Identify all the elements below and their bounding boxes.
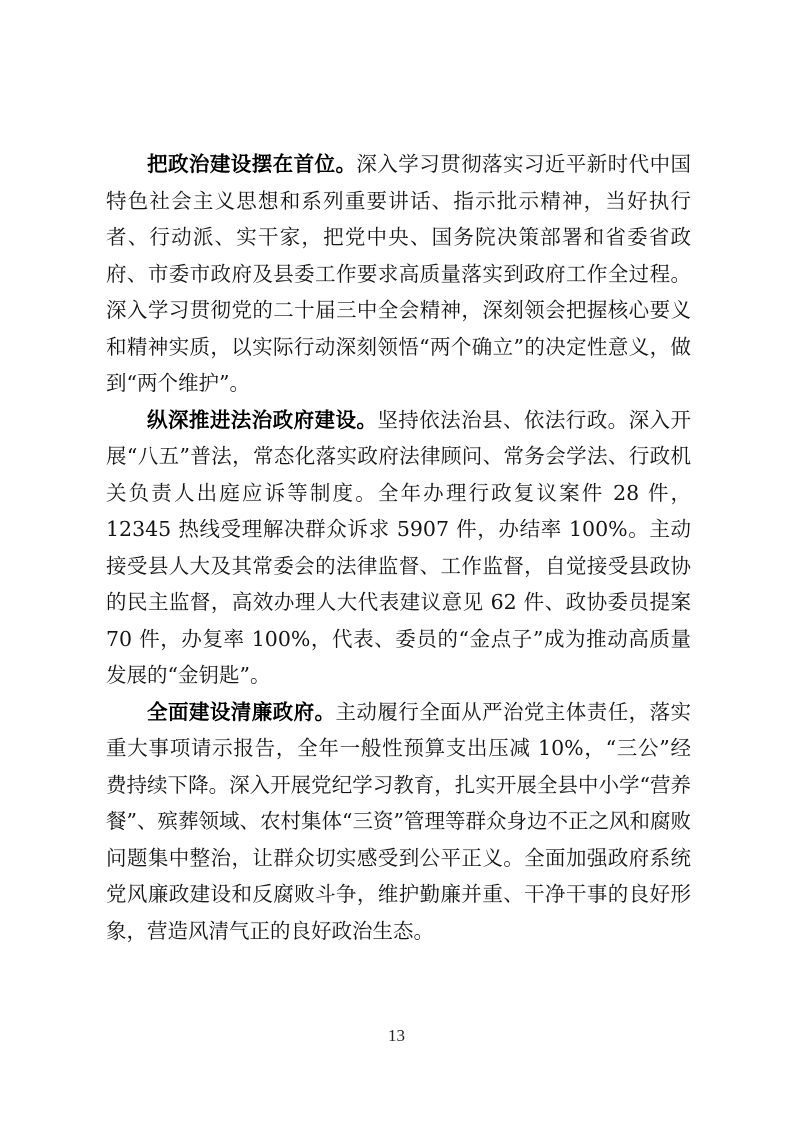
paragraph-text: 坚持依法治县、依法行政。深入开展“八五”普法，常态化落实政府法律顾问、常务会学法、行政机关负责人出庭应诉等制度。全年办理行政复议案件 28 件，12345 热线受理解决群众诉求 5907 件，办结率 100%。主动接受县人大及其常委会的法律监督、工作监督，自觉接受县政协的民主监督，高效办理人大代表建议意见 62 件、政协委员提案 70 件，办复率 100%，代表、委员的“金点子”成为推动高质量发展的“金钥匙”。: [106, 407, 692, 687]
paragraph-heading: 把政治建设摆在首位。: [147, 152, 357, 176]
paragraph-heading: 纵深推进法治政府建设。: [147, 407, 378, 432]
page-number: 13: [388, 1026, 405, 1045]
paragraph-political-building: [106, 146, 691, 402]
paragraph-heading: 全面建设清廉政府。: [147, 699, 336, 724]
paragraph-clean-government: [106, 694, 691, 950]
paragraph-text: 深入学习贯彻落实习近平新时代中国特色社会主义思想和系列重要讲话、指示批示精神，当好执行者、行动派、实干家，把党中央、国务院决策部署和省委省政府、市委市政府及县委工作要求高质量落实到政府工作全过程。深入学习贯彻党的二十届三中全会精神，深刻领会把握核心要义和精神实质，以实际行动深刻领悟“两个确立”的决定性意义，做到“两个维护”。: [106, 152, 692, 395]
paragraph-text: 主动履行全面从严治党主体责任，落实重大事项请示报告，全年一般性预算支出压减 10%，“三公”经费持续下降。深入开展党纪学习教育，扎实开展全县中小学“营养餐”、殡葬领域、农村集体“三资”管理等群众身边不正之风和腐败问题集中整治，让群众切实感受到公平正义。全面加强政府系统党风廉政建设和反腐败斗争，维护勤廉并重、干净干事的良好形象，营造风清气正的良好政治生态。: [106, 699, 692, 943]
paragraph-rule-of-law: [106, 402, 691, 694]
document-body: [106, 146, 691, 949]
